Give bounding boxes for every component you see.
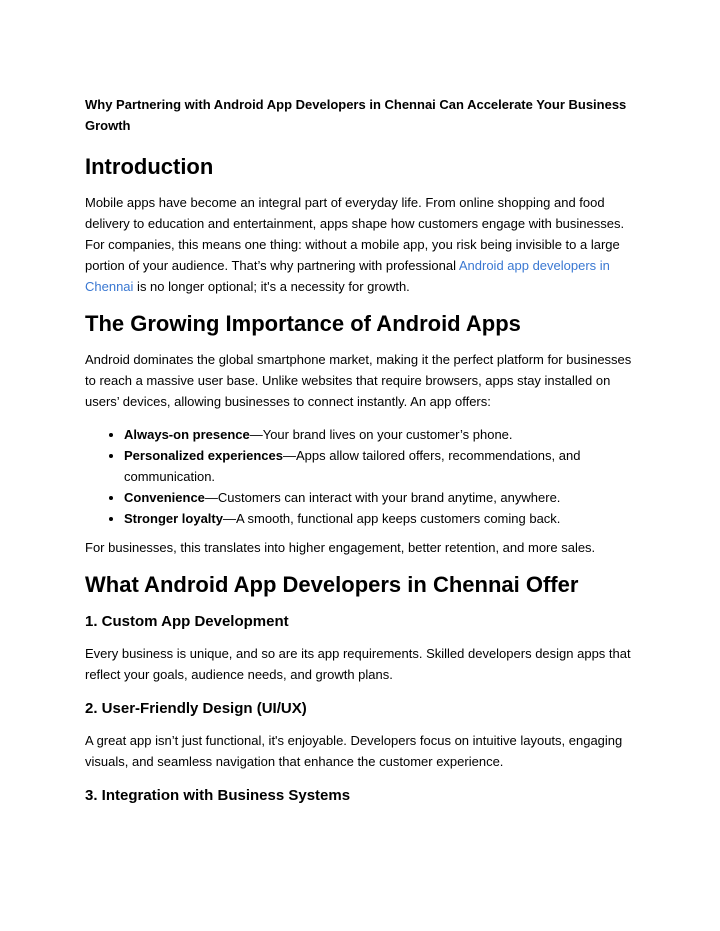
growing-importance-paragraph: Android dominates the global smartphone market, making it the perfect platform for businesses to reach a massive user base. Unlike websites that require browsers, apps stay installed on users’ devices, allowing businesses to connect instantly. An app offers:	[85, 352, 632, 409]
offering-1-paragraph: Every business is unique, and so are its app requirements. Skilled developers design apps that reflect your goals, audience needs, and growth plans.	[85, 646, 631, 682]
bullet-rest-text: —Customers can interact with your brand anytime, anywhere.	[204, 490, 561, 505]
intro-paragraph	[85, 192, 635, 297]
list-item-stronger-loyalty	[124, 508, 635, 529]
heading-what-developers-offer: What Android App Developers in Chennai Offer	[85, 572, 579, 597]
heading-growing-importance: The Growing Importance of Android Apps	[85, 311, 521, 336]
document-title: Why Partnering with Android App Developers in Chennai Can Accelerate Your Business Growth	[85, 97, 627, 133]
bullet-bold-text: Personalized experiences	[124, 448, 283, 463]
offering-2-heading: 2. User-Friendly Design (UI/UX)	[85, 700, 307, 717]
bullet-bold-text: Convenience	[124, 490, 205, 505]
offering-1-heading: 1. Custom App Development	[85, 613, 289, 630]
bullet-rest-text: —Apps allow tailored offers, recommendations, and communication.	[124, 448, 581, 484]
list-item-convenience	[124, 487, 635, 508]
chennai-developers-link[interactable]: Android app developers in Chennai	[85, 258, 610, 294]
bullet-bold-text: Stronger loyalty	[124, 511, 223, 526]
list-item-always-on-presence	[124, 424, 635, 445]
intro-text-after-link: is no longer optional; it's a necessity for growth.	[133, 279, 410, 294]
bullet-rest-text: —A smooth, functional app keeps customers coming back.	[222, 511, 561, 526]
bullet-bold-text: Always-on presence	[124, 427, 250, 442]
offering-3-heading: 3. Integration with Business Systems	[85, 787, 351, 804]
intro-text-before-link: Mobile apps have become an integral part of everyday life. From online shopping and food delivery to education and entertainment, apps shape how customers engage with businesses. For companies, this means one thing: without a mobile app, you risk being invisible to a large portion of your audience. That’s why partnering with professional	[85, 195, 625, 273]
app-benefits-list	[85, 424, 635, 529]
offering-2-paragraph: A great app isn’t just functional, it's enjoyable. Developers focus on intuitive layouts, engaging visuals, and seamless navigation that enhance the customer experience.	[85, 733, 623, 769]
list-item-personalized-experiences	[124, 445, 635, 487]
growing-closing-paragraph: For businesses, this translates into higher engagement, better retention, and more sales.	[85, 540, 596, 555]
heading-introduction: Introduction	[85, 154, 214, 179]
bullet-rest-text: —Your brand lives on your customer’s phone.	[249, 427, 513, 442]
